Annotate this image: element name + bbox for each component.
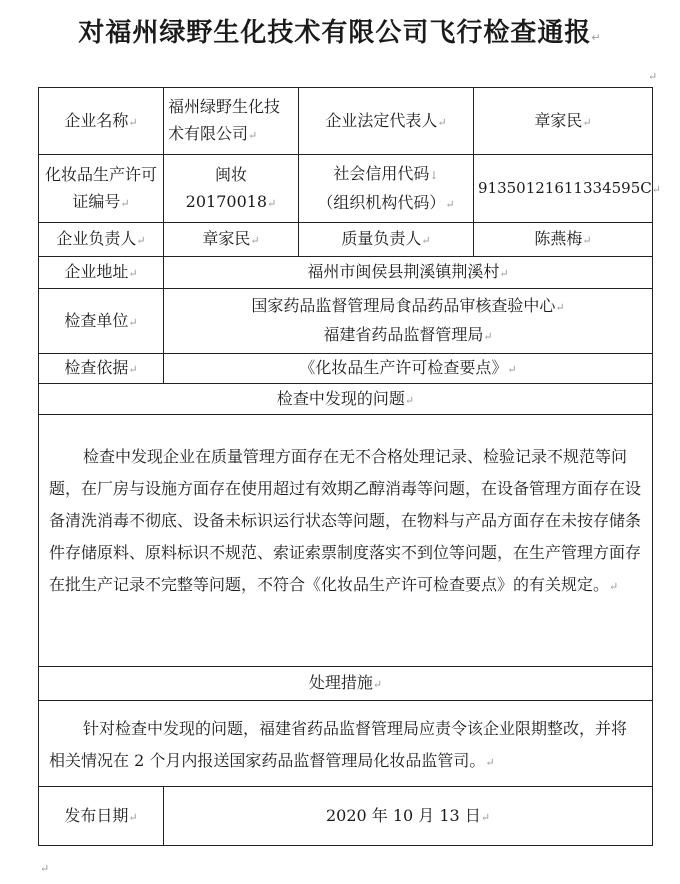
principal-value: 章家民↵	[164, 223, 299, 257]
table-row	[39, 667, 653, 701]
table-row	[39, 88, 653, 155]
table-row	[39, 787, 653, 846]
credit-code-label: 社会信用代码↓ （组织机构代码）↵	[299, 155, 474, 223]
issues-text: 检查中发现企业在质量管理方面存在无不合格处理记录、检验记录不规范等问题，在厂房与设施方面存在使用超过有效期乙醇消毒等问题，在设备管理方面存在设备清洗消毒不彻底、设备未标识运行状态等问题，在物料与产品方面存在未按存储条件存储原料、原料标识不规范、索证索票制度落实不到位等问题，在生产管理方面存在批生产记录不完整等问题，不符合《化妆品生产许可检查要点》的有关规定。↵	[39, 415, 653, 667]
license-label: 化妆品生产许可证编号↵	[39, 155, 164, 223]
table-row	[39, 701, 653, 787]
license-value: 闽妆 20170018↵	[164, 155, 299, 223]
inspector-label: 检查单位↵	[39, 289, 164, 354]
credit-code-value: 91350121611334595C↵	[474, 155, 653, 223]
table-row	[39, 384, 653, 415]
table-row	[39, 289, 653, 354]
basis-label: 检查依据↵	[39, 354, 164, 384]
legal-rep-label: 企业法定代表人↵	[299, 88, 474, 155]
measures-text: 针对检查中发现的问题，福建省药品监督管理局应责令该企业限期整改，并将相关情况在 2 个月内报送国家药品监督管理局化妆品监管司。↵	[39, 701, 653, 787]
inspector-value: 国家药品监督管理局食品药品审核查验中心↵ 福建省药品监督管理局↵	[164, 289, 653, 354]
issues-header: 检查中发现的问题↵	[39, 384, 653, 415]
address-label: 企业地址↵	[39, 257, 164, 289]
paragraph-mark: ↵	[40, 862, 50, 875]
table-row	[39, 354, 653, 384]
address-value: 福州市闽侯县荆溪镇荆溪村↵	[164, 257, 653, 289]
quality-label: 质量负责人↵	[299, 223, 474, 257]
table-row	[39, 415, 653, 667]
inspection-report-table	[38, 87, 661, 846]
document-title: 对福州绿野生化技术有限公司飞行检查通报↵	[78, 18, 602, 48]
principal-label: 企业负责人↵	[39, 223, 164, 257]
measures-header: 处理措施↵	[39, 667, 653, 701]
company-name-value: 福州绿野生化技术有限公司↵	[164, 88, 299, 155]
table-row	[39, 223, 653, 257]
quality-value: 陈燕梅↵	[474, 223, 653, 257]
date-value: 2020 年 10 月 13 日↵	[164, 787, 653, 846]
legal-rep-value: 章家民↵	[474, 88, 653, 155]
table-row	[39, 155, 653, 223]
paragraph-mark: ↵	[648, 70, 658, 83]
company-name-label: 企业名称↵	[39, 88, 164, 155]
basis-value: 《化妆品生产许可检查要点》↵	[164, 354, 653, 384]
table-row	[39, 257, 653, 289]
date-label: 发布日期↵	[39, 787, 164, 846]
